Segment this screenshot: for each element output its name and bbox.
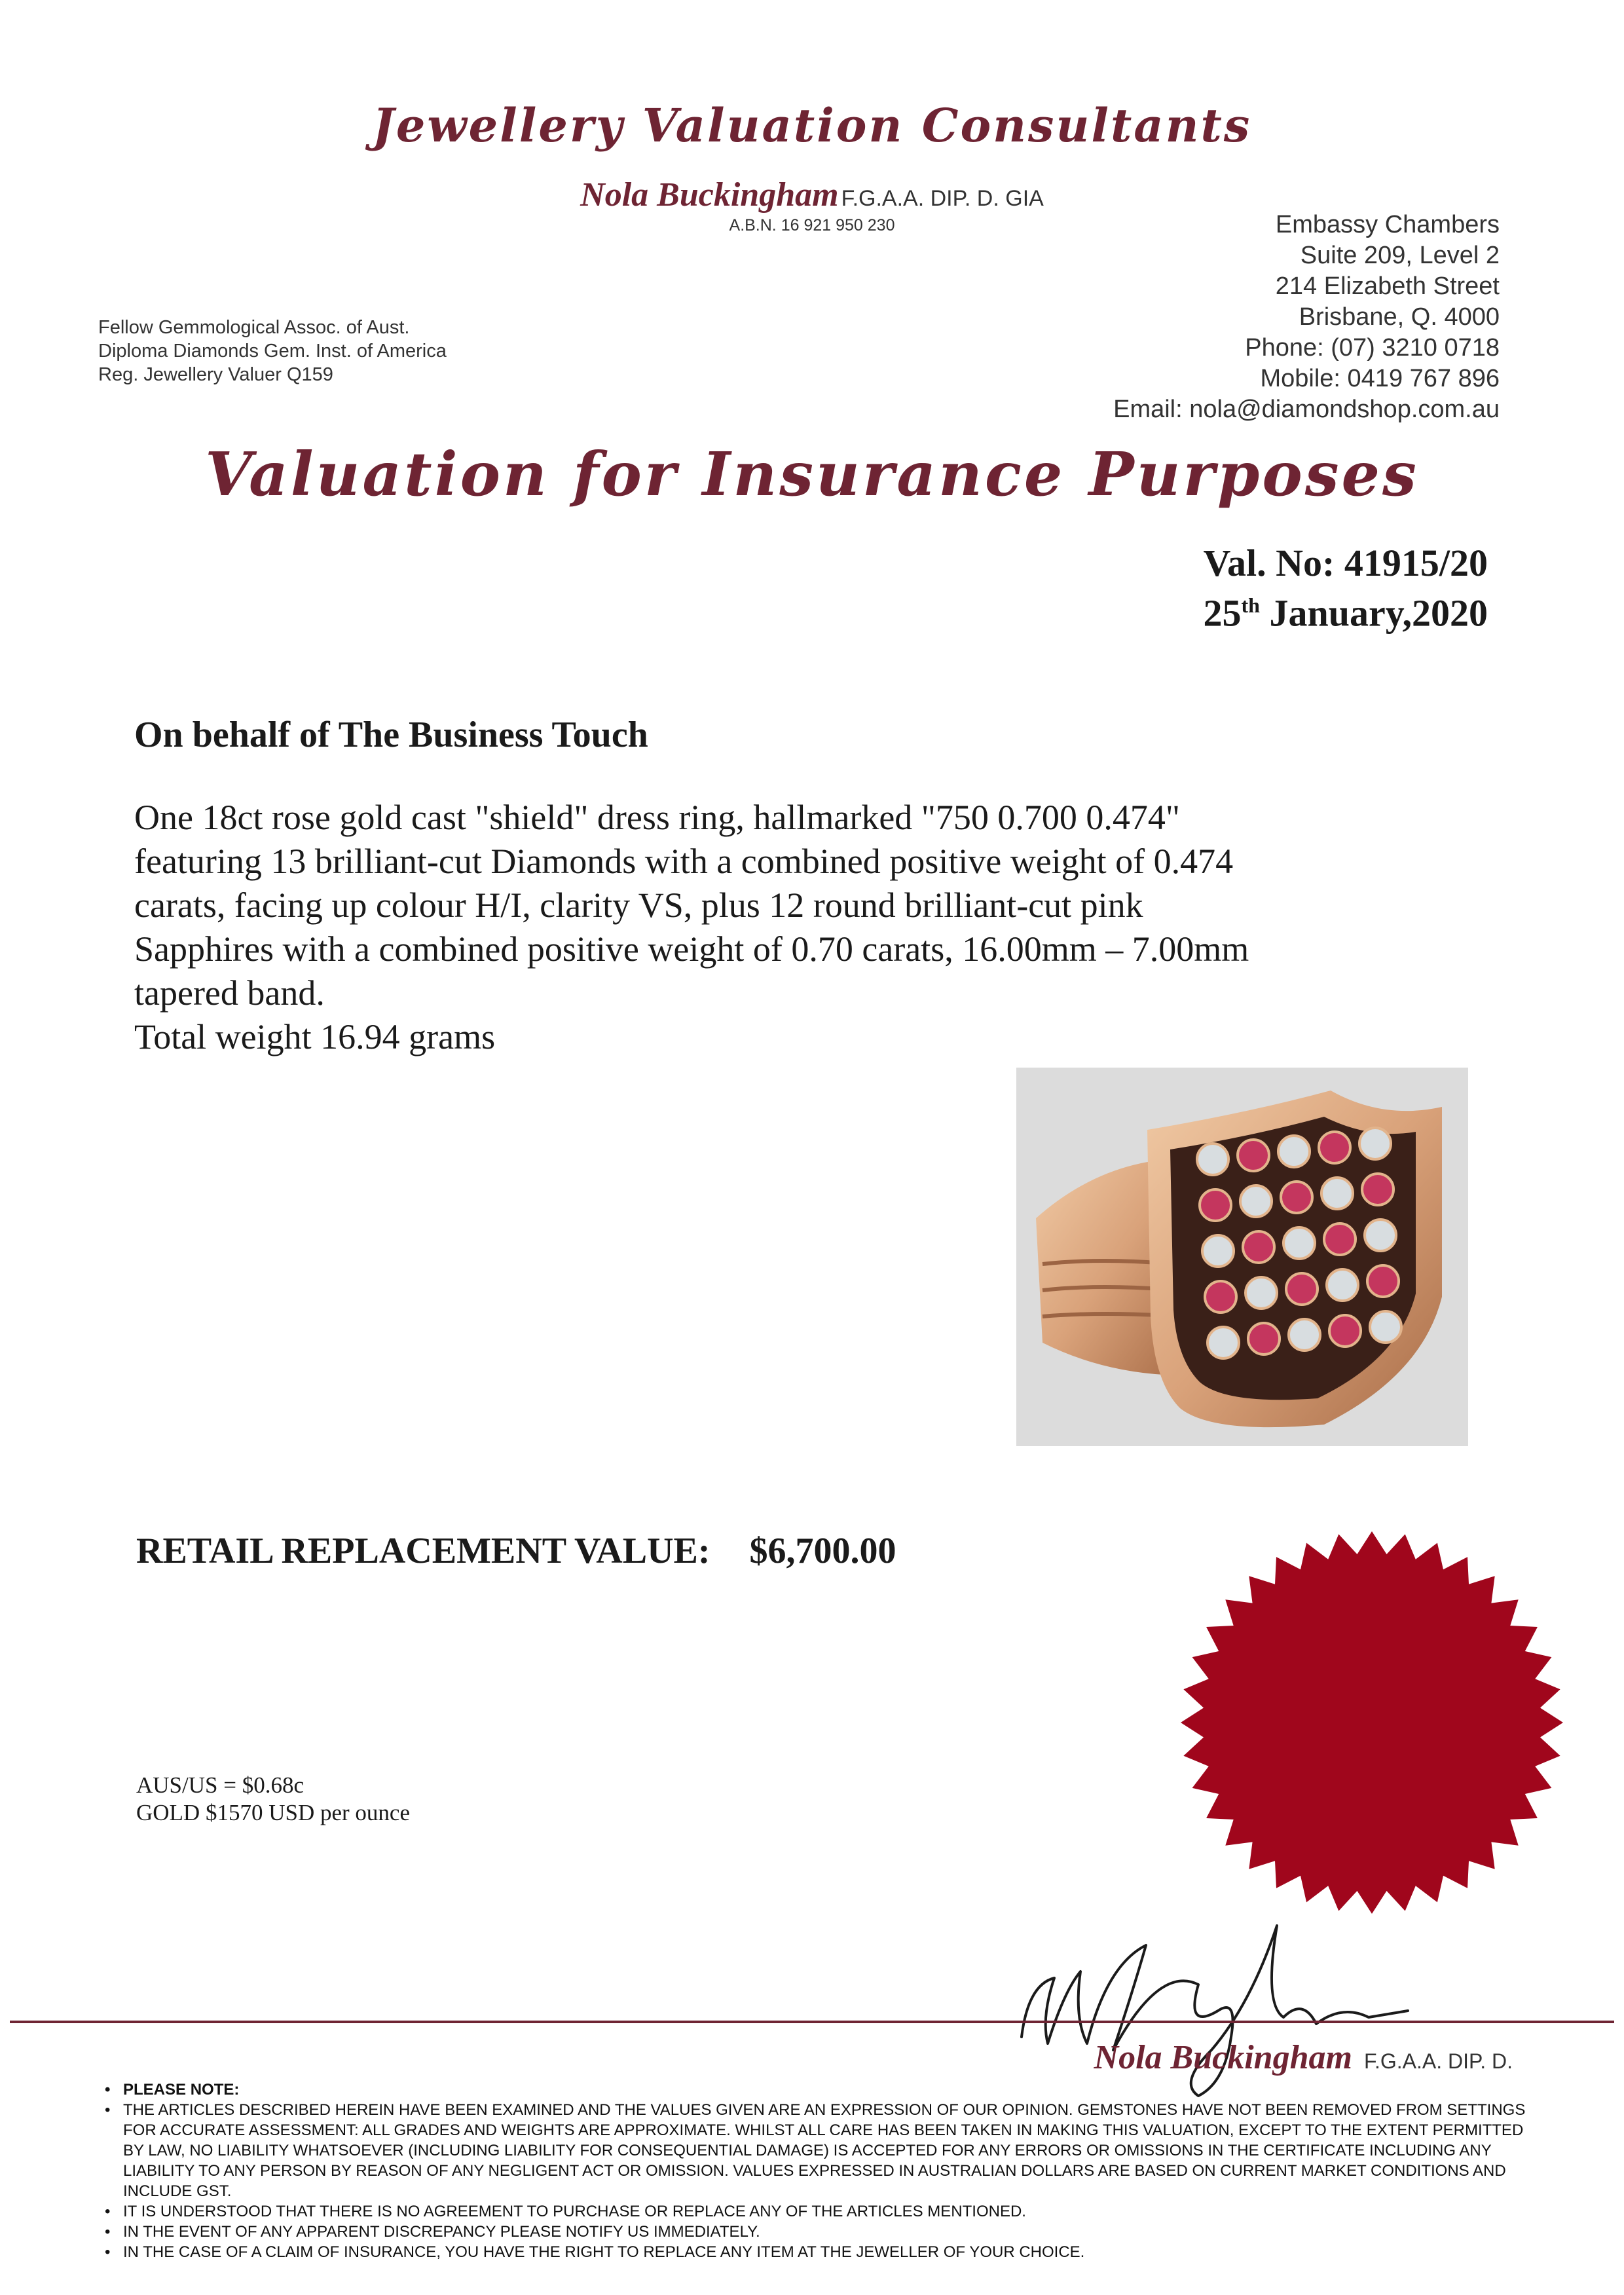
footer-divider	[10, 2021, 1614, 2023]
pink-sapphire	[1243, 1231, 1274, 1263]
ring-photo	[1016, 1068, 1468, 1446]
description-line: tapered band.	[134, 973, 325, 1013]
note-item: • IN THE CASE OF A CLAIM OF INSURANCE, YOU HAVE THE RIGHT TO REPLACE ANY ITEM AT THE JEWELLER OF YOUR CHOICE.	[105, 2242, 1532, 2262]
address-line: Embassy Chambers	[1275, 211, 1500, 238]
valuation-reference	[1203, 542, 1488, 634]
description-line: Total weight 16.94 grams	[134, 1017, 496, 1056]
diamond	[1208, 1327, 1239, 1358]
pink-sapphire	[1238, 1140, 1269, 1171]
valuer-qualifications: F.G.A.A. DIP. D. GIA	[841, 186, 1044, 211]
item-description	[134, 796, 1509, 1059]
address-line: 214 Elizabeth Street	[1275, 272, 1500, 300]
exchange-rate: AUS/US = $0.68c	[136, 1772, 304, 1798]
address-line: Brisbane, Q. 4000	[1299, 303, 1500, 331]
signatory-qualifications: F.G.A.A. DIP. D.	[1363, 2049, 1513, 2073]
retail-label: RETAIL REPLACEMENT VALUE:	[136, 1531, 710, 1571]
description-line: featuring 13 brilliant-cut Diamonds with a combined positive weight of 0.474	[134, 842, 1234, 881]
signatory	[1094, 2038, 1513, 2077]
wax-seal-icon	[1175, 1526, 1568, 1919]
signatory-name: Nola Buckingham	[1094, 2039, 1352, 2076]
phone: Phone: (07) 3210 0718	[1245, 334, 1500, 362]
notes-heading: • PLEASE NOTE:	[105, 2080, 1532, 2100]
diamond	[1359, 1128, 1391, 1159]
pink-sapphire	[1324, 1223, 1356, 1255]
diamond	[1327, 1269, 1358, 1301]
mobile: Mobile: 0419 767 896	[1260, 365, 1500, 392]
note-item: • IN THE EVENT OF ANY APPARENT DISCREPANCY PLEASE NOTIFY US IMMEDIATELY.	[105, 2222, 1532, 2242]
valuation-number: Val. No: 41915/20	[1203, 542, 1488, 584]
gold-price: GOLD $1570 USD per ounce	[136, 1800, 410, 1825]
pink-sapphire	[1200, 1189, 1231, 1221]
document-title: Valuation for Insurance Purposes	[205, 439, 1419, 510]
diamond	[1289, 1319, 1320, 1351]
description-line: Sapphires with a combined positive weight of 0.70 carats, 16.00mm – 7.00mm	[134, 929, 1249, 969]
diamond	[1202, 1235, 1234, 1267]
retail-replacement	[136, 1530, 896, 1572]
valuer-line	[0, 176, 1624, 214]
diamond	[1365, 1220, 1396, 1251]
abn-number: A.B.N. 16 921 950 230	[729, 216, 895, 234]
diamond	[1197, 1144, 1228, 1175]
pink-sapphire	[1286, 1273, 1318, 1305]
diamond	[1283, 1227, 1315, 1259]
pink-sapphire	[1248, 1323, 1280, 1354]
pink-sapphire	[1367, 1265, 1399, 1297]
qualification-line: Reg. Jewellery Valuer Q159	[98, 364, 333, 385]
pink-sapphire	[1205, 1281, 1236, 1313]
disclaimer-notes	[105, 2080, 1532, 2262]
qualification-line: Diploma Diamonds Gem. Inst. of America	[98, 341, 447, 362]
pink-sapphire	[1362, 1174, 1393, 1205]
diamond	[1278, 1136, 1310, 1167]
pink-sapphire	[1329, 1315, 1361, 1347]
note-item: • IT IS UNDERSTOOD THAT THERE IS NO AGREEMENT TO PURCHASE OR REPLACE ANY OF THE ARTICLES MENTIONED.	[105, 2201, 1532, 2222]
valuer-name: Nola Buckingham	[580, 176, 839, 214]
pink-sapphire	[1281, 1182, 1312, 1213]
valuation-date: 25th January,2020	[1203, 591, 1488, 635]
firm-name: Jewellery Valuation Consultants	[372, 98, 1252, 153]
address-line: Suite 209, Level 2	[1300, 242, 1500, 269]
qualification-line: Fellow Gemmological Assoc. of Aust.	[98, 317, 410, 338]
business-address	[1113, 210, 1500, 425]
diamond	[1240, 1185, 1272, 1217]
diamond	[1246, 1277, 1277, 1309]
description-line: One 18ct rose gold cast "shield" dress ring, hallmarked "750 0.700 0.474"	[134, 798, 1180, 837]
retail-value: $6,700.00	[749, 1531, 896, 1571]
ring-image-icon	[1016, 1068, 1468, 1446]
qualifications-list	[98, 316, 447, 386]
description-line: carats, facing up colour H/I, clarity VS, plus 12 round brilliant-cut pink	[134, 886, 1143, 925]
diamond	[1321, 1178, 1353, 1209]
on-behalf-of: On behalf of The Business Touch	[134, 715, 648, 755]
diamond	[1370, 1311, 1401, 1343]
note-item: • THE ARTICLES DESCRIBED HEREIN HAVE BEEN EXAMINED AND THE VALUES GIVEN ARE AN EXPRESSION OF OUR OPINION. GEMSTONES HAVE NOT BEEN REMOVED FROM SETTINGS FOR ACCURATE ASSESSMENT: ALL GRADES AND WEIGHTS ARE APPROXIMATE. WHILST ALL CARE HAS BEEN TAKEN IN MAKING THIS VALUATION, EXCEPT TO THE EXTENT PERMITTED BY LAW, NO LIABILITY WHATSOEVER (INCLUDING LIABILITY FOR CONSEQUENTIAL DAMAGE) IS ACCEPTED FOR ANY ERRORS OR OMISSIONS IN THE CERTIFICATE INCLUDING ANY LIABILITY TO ANY PERSON BY REASON OF ANY NEGLIGENT ACT OR OMISSION. VALUES EXPRESSED IN AUSTRALIAN DOLLARS ARE BASED ON CURRENT MARKET CONDITIONS AND INCLUDE GST.	[105, 2100, 1532, 2201]
email: Email: nola@diamondshop.com.au	[1113, 396, 1500, 423]
pink-sapphire	[1319, 1132, 1350, 1163]
exchange-info	[136, 1772, 410, 1827]
